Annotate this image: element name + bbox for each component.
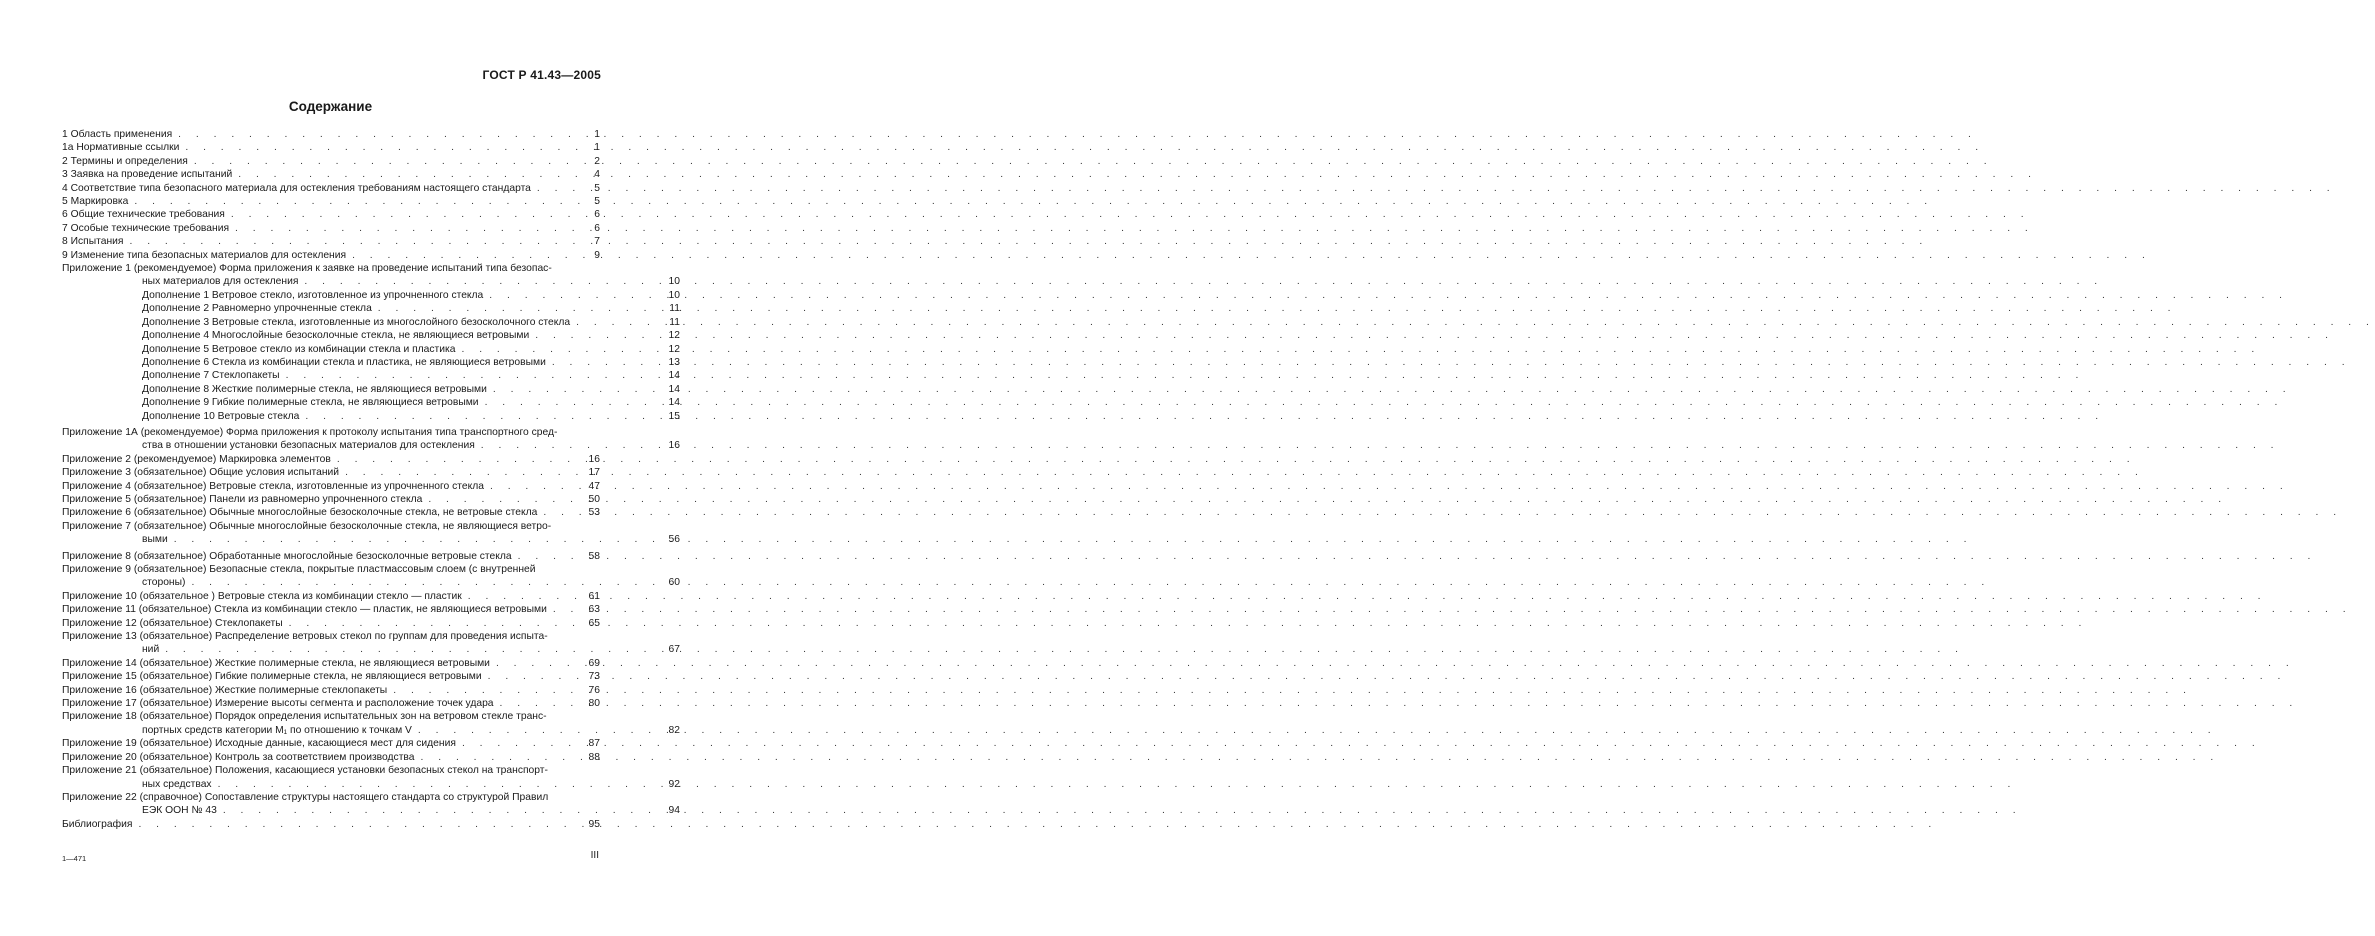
toc-entry-page: 53 — [588, 507, 600, 519]
dot-leader — [134, 195, 578, 208]
toc-entry-page: 4 — [594, 169, 600, 181]
toc-entry-title: Приложение 11 (обязательное) Стекла из комбинации стекло — пластик, не являющиеся ветровыми — [62, 604, 547, 616]
toc-entry-title-continuation: ных средствах — [142, 778, 212, 790]
toc-entry-page: 11 — [669, 316, 680, 328]
table-of-contents — [62, 128, 680, 831]
toc-entry-title: Приложение 7 (обязательное) Обычные многослойные безосколочные стекла, не являющиеся ветро- — [62, 520, 552, 532]
toc-entry-page: 1 — [594, 129, 600, 140]
toc-entry-title: Приложение 18 (обязательное) Порядок определения испытательных зон на ветровом стекле транс- — [62, 711, 547, 723]
toc-entry[interactable] — [62, 603, 600, 616]
toc-entry[interactable] — [62, 168, 600, 181]
toc-entry-page: 14 — [668, 397, 680, 409]
toc-entry-page: 13 — [668, 356, 680, 368]
toc-entry-page: 47 — [588, 480, 600, 492]
toc-entry-title: Библиография — [62, 818, 133, 830]
dot-leader — [352, 249, 578, 262]
toc-entry[interactable] — [62, 506, 600, 519]
toc-entry[interactable] — [62, 316, 680, 329]
toc-entry-title: Приложение 5 (обязательное) Панели из равномерно упрочненного стекла — [62, 493, 423, 505]
toc-entry-page: 67 — [668, 644, 680, 656]
toc-entry-title: Приложение 20 (обязательное) Контроль за соответствием производства — [62, 751, 415, 763]
toc-entry[interactable] — [62, 764, 680, 791]
toc-entry-title: 2 Термины и определения — [62, 155, 188, 167]
toc-entry[interactable] — [62, 493, 600, 506]
toc-entry[interactable] — [62, 155, 600, 168]
toc-entry-page: 69 — [588, 657, 600, 669]
toc-entry-page: 12 — [668, 330, 680, 342]
toc-entry-title: Приложение 22 (справочное) Сопоставление структуры настоящего стандарта со структурой Правил — [62, 791, 549, 803]
dot-leader — [518, 550, 578, 563]
toc-subentry-title: Дополнение 10 Ветровые стекла — [142, 410, 300, 422]
toc-entry-title: 9 Изменение типа безопасных материалов для остекления — [62, 249, 347, 261]
dot-leader — [223, 804, 658, 817]
toc-entry-title: Приложение 2 (рекомендуемое) Маркировка элементов — [62, 453, 331, 465]
dot-leader — [537, 182, 578, 195]
toc-entry-page: 14 — [668, 370, 680, 382]
toc-entry-page: 10 — [668, 289, 680, 301]
toc-entry-title: 4 Соответствие типа безопасного материала для остекления требованиям настоящего стандарта — [62, 182, 531, 194]
toc-entry[interactable] — [62, 222, 600, 235]
dot-leader — [286, 369, 658, 382]
toc-entry[interactable] — [62, 617, 600, 630]
toc-entry-page: 88 — [588, 751, 600, 763]
toc-entry[interactable] — [62, 128, 600, 141]
dot-leader — [553, 603, 578, 616]
dot-leader — [393, 684, 578, 697]
dot-leader — [490, 480, 578, 493]
toc-entry-title: Приложение 16 (обязательное) Жесткие полимерные стеклопакеты — [62, 684, 388, 696]
toc-entry-page: 87 — [588, 738, 600, 750]
dot-leader — [421, 751, 579, 764]
toc-entry[interactable] — [62, 249, 600, 262]
toc-entry[interactable] — [62, 289, 680, 302]
toc-entry[interactable] — [62, 453, 600, 466]
dot-leader — [461, 343, 658, 356]
dot-leader — [165, 643, 658, 656]
toc-entry[interactable] — [62, 684, 600, 697]
dot-leader — [289, 617, 578, 630]
toc-entry-title: Приложение 3 (обязательное) Общие условия испытаний — [62, 467, 340, 479]
dot-leader — [462, 737, 578, 750]
toc-entry-title: Приложение 13 (обязательное) Распределение ветровых стекол по группам для проведения испыта- — [62, 631, 548, 643]
toc-entry-page: 15 — [668, 410, 680, 422]
dot-leader — [191, 576, 658, 589]
document-code: ГОСТ Р 41.43—2005 — [482, 68, 601, 82]
toc-entry[interactable] — [62, 329, 680, 342]
toc-entry-page: 1 — [594, 142, 600, 154]
toc-entry[interactable] — [62, 657, 600, 670]
dot-leader — [174, 533, 658, 546]
toc-entry-page: 17 — [588, 467, 600, 479]
dot-leader — [489, 289, 658, 302]
dot-leader — [218, 778, 658, 791]
toc-entry-page: 6 — [594, 222, 600, 234]
toc-subentry-title: Дополнение 1 Ветровое стекло, изготовленное из упрочненного стекла — [142, 289, 484, 301]
toc-entry-page: 80 — [588, 698, 600, 710]
toc-entry-page: 6 — [594, 209, 600, 221]
toc-entry-title: Приложение 9 (обязательное) Безопасные стекла, покрытые пластмассовым слоем (с внутренней — [62, 564, 536, 575]
toc-subentry-title: Дополнение 7 Стеклопакеты — [142, 370, 280, 382]
toc-entry-page: 56 — [668, 534, 680, 546]
toc-subentry-title: Дополнение 4 Многослойные безосколочные стекла, не являющиеся ветровыми — [142, 330, 530, 342]
toc-entry[interactable] — [62, 550, 600, 563]
dot-leader — [231, 208, 578, 221]
dot-leader — [535, 329, 658, 342]
toc-subentry-title: Дополнение 9 Гибкие полимерные стекла, не являющиеся ветровыми — [142, 397, 479, 409]
toc-entry[interactable] — [62, 208, 600, 221]
toc-entry-page: 76 — [588, 684, 600, 696]
toc-entry[interactable] — [62, 383, 680, 396]
dot-leader — [178, 128, 578, 141]
dot-leader — [500, 697, 578, 710]
toc-entry-title-continuation: ЕЭК ООН № 43 — [142, 805, 217, 817]
toc-entry-title-continuation: выми — [142, 534, 168, 546]
dot-leader — [488, 670, 578, 683]
toc-entry[interactable] — [62, 697, 600, 710]
dot-leader — [543, 506, 578, 519]
dot-leader — [185, 141, 578, 154]
toc-entry-title-continuation: ства в отношении установки безопасных материалов для остекления — [142, 440, 475, 452]
dot-leader — [129, 235, 578, 248]
dot-leader — [428, 493, 578, 506]
toc-entry-page: 50 — [588, 493, 600, 505]
toc-entry-page: 7 — [594, 236, 600, 248]
toc-subentry-title: Дополнение 2 Равномерно упрочненные стекла — [142, 303, 372, 315]
toc-entry-title: 5 Маркировка — [62, 196, 129, 208]
toc-entry[interactable] — [62, 630, 680, 657]
toc-entry-title: Приложение 17 (обязательное) Измерение высоты сегмента и расположение точек удара — [62, 698, 494, 710]
dot-leader — [418, 724, 658, 737]
toc-entry-page: 9 — [594, 249, 600, 261]
toc-entry-page: 5 — [594, 182, 600, 194]
toc-entry[interactable] — [62, 426, 680, 453]
toc-subentry-title: Дополнение 3 Ветровые стекла, изготовленные из многослойного безосколочного стекла — [142, 316, 571, 328]
toc-entry-title: Приложение 15 (обязательное) Гибкие полимерные стекла, не являющиеся ветровыми — [62, 671, 482, 683]
toc-entry-title: Приложение 8 (обязательное) Обработанные многослойные безосколочные ветровые стекла — [62, 550, 512, 562]
toc-entry-page: 95 — [588, 818, 600, 830]
dot-leader — [378, 302, 658, 315]
toc-entry[interactable] — [62, 141, 600, 154]
toc-entry-page: 11 — [669, 303, 680, 315]
toc-entry[interactable] — [62, 410, 680, 423]
toc-entry-title-continuation: стороны) — [142, 577, 186, 589]
toc-entry-page: 14 — [668, 383, 680, 395]
toc-entry[interactable] — [62, 182, 600, 195]
toc-entry-title-continuation: ных материалов для остекления — [142, 276, 299, 288]
dot-leader — [485, 396, 658, 409]
toc-entry-page: 94 — [668, 805, 680, 817]
toc-entry-page: 5 — [594, 196, 600, 208]
toc-entry-title: 1а Нормативные ссылки — [62, 142, 180, 154]
page-number: III — [590, 850, 599, 861]
toc-entry-page: 12 — [668, 343, 680, 355]
toc-entry-title: Приложение 19 (обязательное) Исходные данные, касающиеся мест для сидения — [62, 738, 456, 750]
dot-leader — [337, 453, 578, 466]
toc-entry-title: Приложение 1 (рекомендуемое) Форма приложения к заявке на проведение испытаний типа безопас- — [62, 263, 552, 275]
toc-entry[interactable] — [62, 302, 680, 315]
toc-entry-title: 3 Заявка на проведение испытаний — [62, 169, 233, 181]
toc-entry[interactable] — [62, 262, 680, 289]
toc-subentry-title: Дополнение 8 Жесткие полимерные стекла, не являющиеся ветровыми — [142, 383, 487, 395]
toc-entry-title-continuation: ний — [142, 644, 160, 656]
toc-entry-title: Приложение 10 (обязательное ) Ветровые стекла из комбинации стекло — пластик — [62, 590, 462, 602]
toc-entry-title: Приложение 4 (обязательное) Ветровые стекла, изготовленные из упрочненного стекла — [62, 480, 484, 492]
toc-entry-title: 6 Общие технические требования — [62, 209, 225, 221]
toc-entry-page: 65 — [588, 617, 600, 629]
toc-entry-page: 16 — [588, 453, 600, 465]
toc-entry[interactable] — [62, 818, 600, 831]
toc-entry[interactable] — [62, 520, 680, 547]
toc-entry[interactable] — [62, 751, 600, 764]
toc-entry-title: 1 Область применения — [62, 129, 173, 140]
toc-entry-title: Приложение 1А (рекомендуемое) Форма приложения к протоколу испытания типа транспортного сред- — [62, 426, 558, 438]
dot-leader — [194, 155, 578, 168]
toc-entry[interactable] — [62, 466, 600, 479]
toc-entry-page: 92 — [668, 778, 680, 790]
toc-entry[interactable] — [62, 195, 600, 208]
toc-entry-title: 7 Особые технические требования — [62, 222, 230, 234]
toc-subentry-title: Дополнение 5 Ветровое стекло из комбинации стекла и пластика — [142, 343, 456, 355]
toc-entry-title: Приложение 14 (обязательное) Жесткие полимерные стекла, не являющиеся ветровыми — [62, 657, 490, 669]
page-title: Содержание — [288, 99, 373, 114]
dot-leader — [138, 818, 578, 831]
dot-leader — [552, 356, 658, 369]
toc-entry-page: 10 — [668, 276, 680, 288]
dot-leader — [496, 657, 578, 670]
toc-entry[interactable] — [62, 396, 680, 409]
toc-entry[interactable] — [62, 737, 600, 750]
toc-entry[interactable] — [62, 670, 600, 683]
toc-subentry-title: Дополнение 6 Стекла из комбинации стекла и пластика, не являющиеся ветровыми — [142, 356, 546, 368]
toc-entry[interactable] — [62, 710, 680, 737]
dot-leader — [481, 439, 658, 452]
dot-leader — [305, 410, 658, 423]
toc-entry[interactable] — [62, 235, 600, 248]
toc-entry-page: 61 — [588, 590, 600, 602]
toc-entry[interactable] — [62, 563, 680, 590]
dot-leader — [304, 275, 658, 288]
toc-entry-title: Приложение 6 (обязательное) Обычные многослойные безосколочные стекла, не ветровые стекла — [62, 507, 538, 519]
toc-entry[interactable] — [62, 369, 680, 382]
toc-entry[interactable] — [62, 480, 600, 493]
toc-entry-page: 16 — [668, 440, 680, 452]
toc-entry-title-continuation: портных средств категории M₁ по отношению к точкам V — [142, 724, 412, 736]
dot-leader — [238, 168, 578, 181]
toc-entry[interactable] — [62, 590, 600, 603]
dot-leader — [345, 466, 578, 479]
dot-leader — [493, 383, 658, 396]
toc-entry-page: 73 — [588, 671, 600, 683]
toc-entry-page: 58 — [588, 550, 600, 562]
dot-leader — [576, 316, 658, 329]
toc-entry-title: Приложение 12 (обязательное) Стеклопакеты — [62, 617, 283, 629]
toc-entry-title: 8 Испытания — [62, 236, 124, 248]
print-code: 1—471 — [62, 854, 87, 863]
toc-entry-title: Приложение 21 (обязательное) Положения, касающиеся установки безопасных стекол на транспорт- — [62, 765, 548, 777]
toc-entry-page: 60 — [668, 577, 680, 589]
toc-entry[interactable] — [62, 791, 680, 818]
toc-entry[interactable] — [62, 356, 680, 369]
dot-leader — [468, 590, 578, 603]
dot-leader — [235, 222, 578, 235]
toc-entry-page: 63 — [588, 604, 600, 616]
toc-entry[interactable] — [62, 343, 680, 356]
toc-entry-page: 2 — [594, 155, 600, 167]
toc-entry-page: 82 — [668, 724, 680, 736]
